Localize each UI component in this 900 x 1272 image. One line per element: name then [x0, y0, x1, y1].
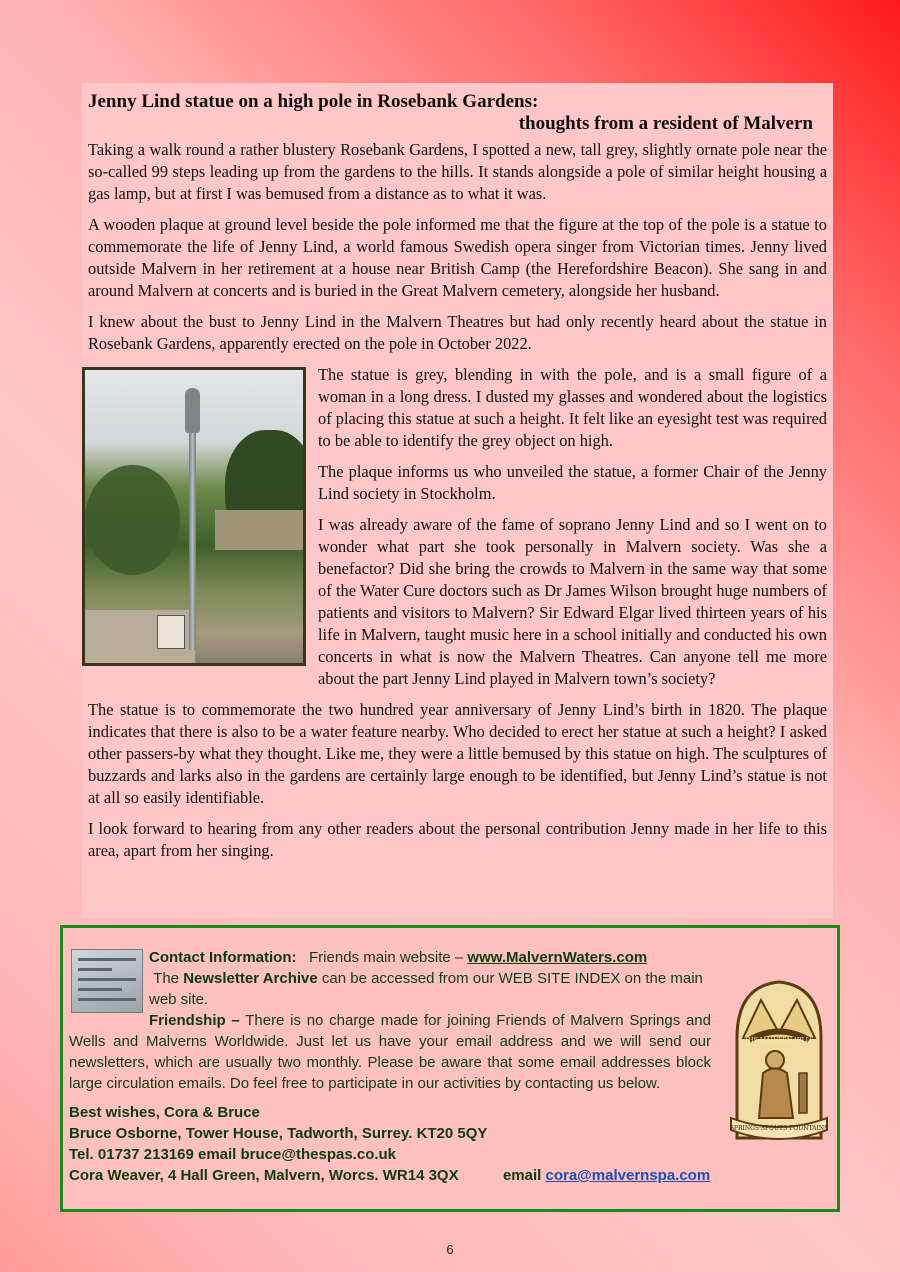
newsletter-thumbnail-icon	[71, 949, 143, 1013]
newsletter-archive-label: Newsletter Archive	[183, 970, 318, 987]
cora-email-label: email	[502, 1167, 542, 1184]
paragraph-4: The statue is grey, blending in with the pole, and is a small figure of a woman in a long dress. I dusted my glasses and wondered about the logistics of placing this statue at such a height. It felt like an eyesight test was required to be able to identify the grey object on high.	[318, 365, 827, 450]
article-subtitle: thoughts from a resident of Malvern	[518, 113, 813, 134]
contact-box	[60, 925, 840, 1212]
paragraph-6: I was already aware of the fame of soprano Jenny Lind and so I went on to wonder what part she took personally in Malvern society. Was she a benefactor? Did she bring the crowds to Malvern in the same way that some of the Water Cure doctors such as Dr James Wilson brought huge numbers of patients and visitors to Malvern? Sir Edward Elgar lived thirteen years of his life in Malvern, taught music here in a school initially and conducted his own concerts in what is now the Malvern Theatres. Can anyone tell me more about the part Jenny Lind played in Malvern town’s society?	[318, 515, 827, 688]
paragraph-7: The statue is to commemorate the two hundred year anniversary of Jenny Lind’s birth in 1820. The plaque indicates that there is also to be a water feature nearby. Who decided to erect her statue at such a height? I asked other passers-by what they thought. Like me, they were a little bemused by this statue on high. The sculptures of buzzards and larks also in the gardens are certainly large enough to be identified, but Jenny Lind’s statue is not at all so easily identifiable.	[88, 700, 827, 807]
page-number: 6	[446, 1242, 454, 1257]
website-link[interactable]: www.MalvernWaters.com	[467, 949, 648, 966]
malvern-hills-logo	[729, 978, 829, 1140]
bruce-contact: Tel. 01737 213169 email bruce@thespas.co.uk	[69, 1146, 397, 1163]
statue-photo	[82, 367, 306, 666]
signature-block	[69, 1102, 829, 1186]
cora-address: Cora Weaver, 4 Hall Green, Malvern, Worcs. WR14 3QX	[69, 1167, 459, 1184]
cora-email-link[interactable]: cora@malvernspa.com	[545, 1167, 711, 1184]
paragraph-2: A wooden plaque at ground level beside the pole informed me that the figure at the top of the pole is a statue to commemorate the life of Jenny Lind, a world famous Swedish opera singer from Victorian times. Jenny lived outside Malvern in her retirement at a house near British Camp (the Herefordshire Beacon). She sang in and around Malvern at concerts and is buried in the Great Malvern cemetery, alongside her husband.	[88, 215, 827, 300]
article	[82, 83, 833, 918]
contact-heading: Contact Information:	[149, 949, 297, 966]
archive-pre: The	[153, 970, 180, 987]
logo-text-bottom: SPRINGS·SPOUTS·FOUNTAINS	[729, 1125, 829, 1132]
paragraph-8: I look forward to hearing from any other readers about the personal contribution Jenny made in her life to this area, apart from her singing.	[88, 819, 827, 860]
paragraph-3: I knew about the bust to Jenny Lind in the Malvern Theatres but had only recently heard about the statue in Rosebank Gardens, apparently erected on the pole in October 2022.	[88, 312, 827, 353]
bruce-address: Bruce Osborne, Tower House, Tadworth, Surrey. KT20 5QY	[69, 1125, 488, 1142]
archive-text: can be accessed from our WEB SITE INDEX on the main web site.	[149, 970, 703, 1008]
signature-greeting: Best wishes, Cora & Bruce	[69, 1104, 260, 1121]
article-title: Jenny Lind statue on a high pole in Rosebank Gardens:	[88, 91, 539, 112]
friendship-text: There is no charge made for joining Friends of Malvern Springs and Wells and Malverns Worldwide. Just let us have your email address and we will send our newsletters, which are usually two monthly. Please be aware that some email addresses block large circulation emails. Do feel free to participate in our activities by contacting us below.	[69, 1012, 711, 1092]
paragraph-1: Taking a walk round a rather blustery Rosebank Gardens, I spotted a new, tall grey, slightly ornate pole near the so-called 99 steps leading up from the gardens to the hills. It stands alongside a pole of similar height housing a gas lamp, but at first I was bemused from a distance as to what it was.	[88, 140, 827, 203]
website-intro: Friends main website –	[309, 949, 464, 966]
paragraph-5: The plaque informs us who unveiled the statue, a former Chair of the Jenny Lind society in Stockholm.	[318, 462, 827, 503]
logo-text-top: THE MALVERN HILLS	[744, 1037, 814, 1044]
friendship-label: Friendship –	[149, 1012, 240, 1029]
